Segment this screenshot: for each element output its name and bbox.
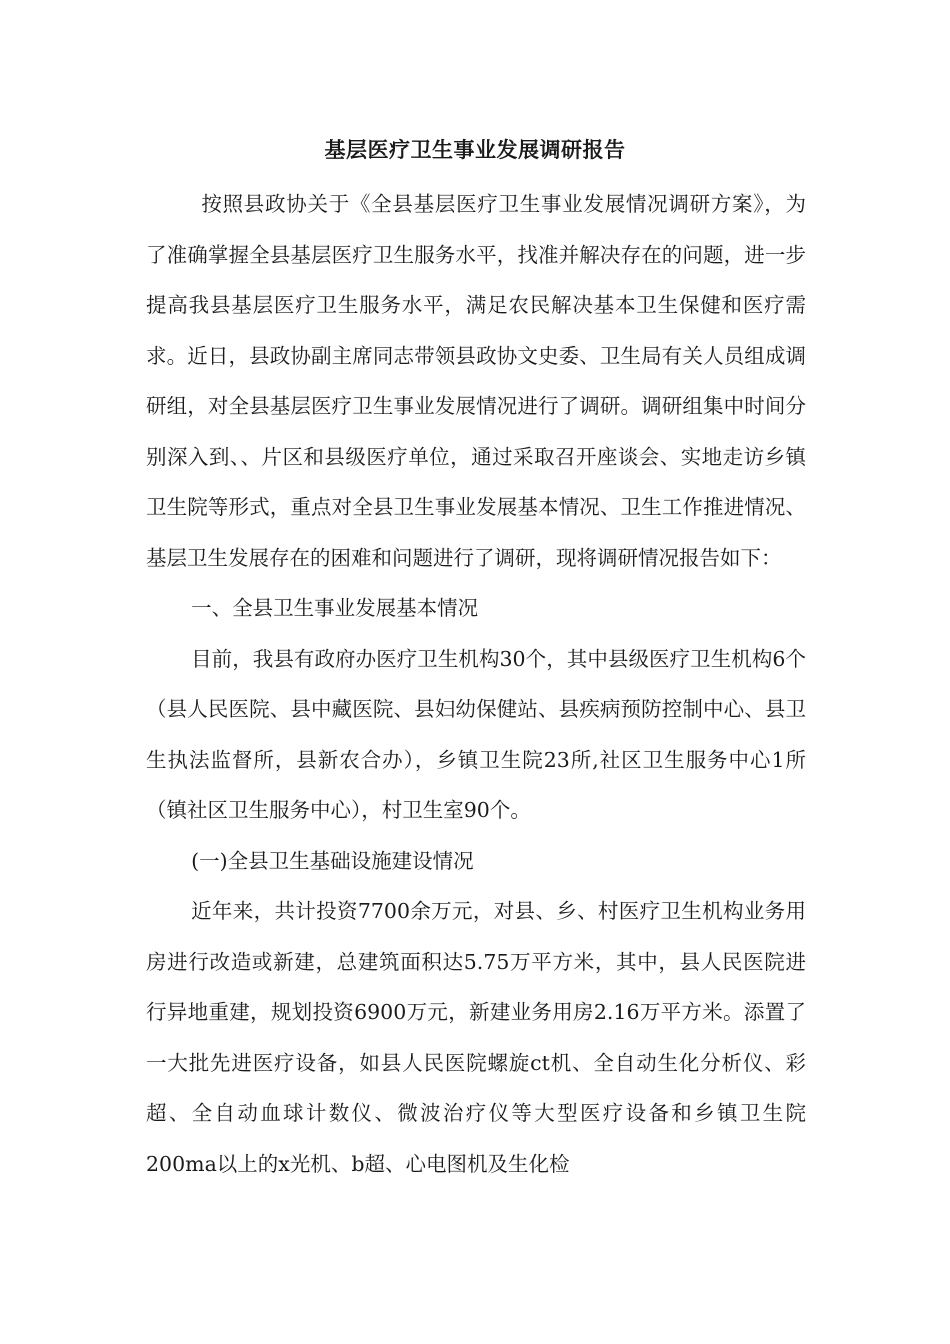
paragraph-infrastructure: 近年来，共计投资7700余万元，对县、乡、村医疗卫生机构业务用房进行改造或新建，总建筑面积达5.75万平方米，其中，县人民医院进行异地重建，规划投资6900万元，新建业务用房2.16万平方米。添置了一大批先进医疗设备，如县人民医院螺旋ct机、全自动生化分析仪、彩超、全自动血球计数仪、微波治疗仪等大型医疗设备和乡镇卫生院200ma以上的x光机、b超、心电图机及生化检: [146, 899, 806, 1176]
paragraph-intro: 按照县政协关于《全县基层医疗卫生事业发展情况调研方案》，为了准确掌握全县基层医疗卫生服务水平，找准并解决存在的问题，进一步提高我县基层医疗卫生服务水平，满足农民解决基本卫生保健和医疗需求。近日，县政协副主席同志带领县政协文史委、卫生局有关人员组成调研组，对全县基层医疗卫生事业发展情况进行了调研。调研组集中时间分别深入到、、片区和县级医疗单位，通过采取召开座谈会、实地走访乡镇卫生院等形式，重点对全县卫生事业发展基本情况、卫生工作推进情况、基层卫生发展存在的困难和问题进行了调研，现将调研情况报告如下：: [146, 192, 806, 570]
section-heading-1: 一、全县卫生事业发展基本情况: [191, 596, 479, 620]
document-body: [146, 179, 806, 1189]
subsection-heading-1: (一)全县卫生基础设施建设情况: [191, 848, 474, 873]
paragraph-institutions: 目前，我县有政府办医疗卫生机构30个，其中县级医疗卫生机构6个（县人民医院、县中藏医院、县妇幼保健站、县疾病预防控制中心、县卫生执法监督所，县新农合办），乡镇卫生院23所,社区卫生服务中心1所（镇社区卫生服务中心），村卫生室90个。: [146, 646, 806, 822]
document-title: 基层医疗卫生事业发展调研报告: [324, 138, 626, 162]
